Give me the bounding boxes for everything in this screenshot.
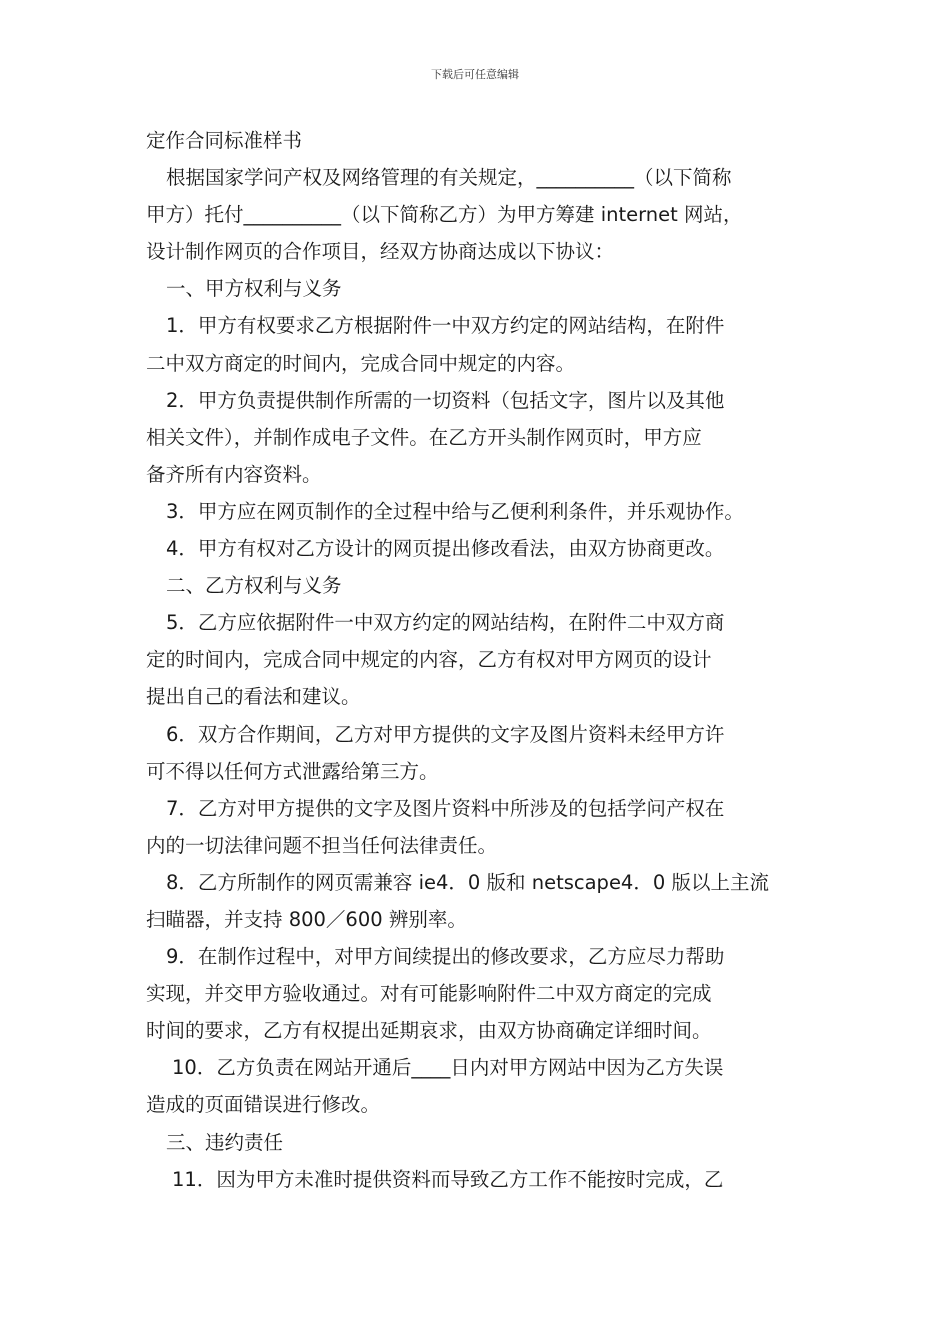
text-line: 4．甲方有权对乙方设计的网页提出修改看法，由双方协商更改。 [166,537,725,561]
text-line: 提出自己的看法和建议。 [146,685,361,709]
text-line: 相关文件），并制作成电子文件。在乙方开头制作网页时，甲方应 [146,425,702,449]
text-line: 可不得以任何方式泄露给第三方。 [146,759,439,783]
text-line: 三、违约责任 [166,1130,284,1154]
text-line: 扫瞄器，并支持 800／600 辨别率。 [146,907,467,931]
text-line: 根据国家学问产权及网络管理的有关规定，__________（以下简称 [166,166,732,190]
document-title: 定作合同标准样书 [146,129,303,152]
text-line: 备齐所有内容资料。 [146,462,322,486]
text-line: 7．乙方对甲方提供的文字及图片资料中所涉及的包括学问产权在 [166,796,725,820]
text-line: 3．甲方应在网页制作的全过程中给与乙便利利条件，并乐观协作。 [166,499,744,523]
text-line: 造成的页面错误进行修改。 [146,1093,381,1117]
text-line: 一、甲方权利与义务 [166,277,342,301]
text-line: 1．甲方有权要求乙方根据附件一中双方约定的网站结构，在附件 [166,314,725,338]
text-line: 二中双方商定的时间内，完成合同中规定的内容。 [146,351,576,375]
text-line: 11．因为甲方未准时提供资料而导致乙方工作不能按时完成，乙 [172,1167,724,1191]
text-line: 设计制作网页的合作项目，经双方协商达成以下协议： [146,240,615,264]
text-line: 10．乙方负责在网站开通后____日内对甲方网站中因为乙方失误 [172,1056,724,1080]
text-line: 5．乙方应依据附件一中双方约定的网站结构，在附件二中双方商 [166,611,725,635]
text-line: 8．乙方所制作的网页需兼容 ie4．0 版和 netscape4．0 版以上主流 [166,870,769,894]
text-line: 时间的要求，乙方有权提出延期哀求，由双方协商确定详细时间。 [146,1019,712,1043]
document-paragraphs [146,159,814,1198]
text-line: 定的时间内，完成合同中规定的内容，乙方有权对甲方网页的设计 [146,648,712,672]
text-line: 6．双方合作期间，乙方对甲方提供的文字及图片资料未经甲方许 [166,722,725,746]
text-line: 2．甲方负责提供制作所需的一切资料（包括文字，图片以及其他 [166,388,725,412]
page-header-note: 下载后可任意编辑 [431,68,519,81]
text-line: 二、乙方权利与义务 [166,574,342,598]
document-body [146,122,814,1198]
text-line: 内的一切法律问题不担当任何法律责任。 [146,833,498,857]
text-line: 甲方）托付__________（以下简称乙方）为甲方筹建 internet 网站， [146,203,743,227]
text-line: 实现，并交甲方验收通过。对有可能影响附件二中双方商定的完成 [146,982,712,1006]
text-line: 9．在制作过程中，对甲方间续提出的修改要求，乙方应尽力帮助 [166,945,725,969]
